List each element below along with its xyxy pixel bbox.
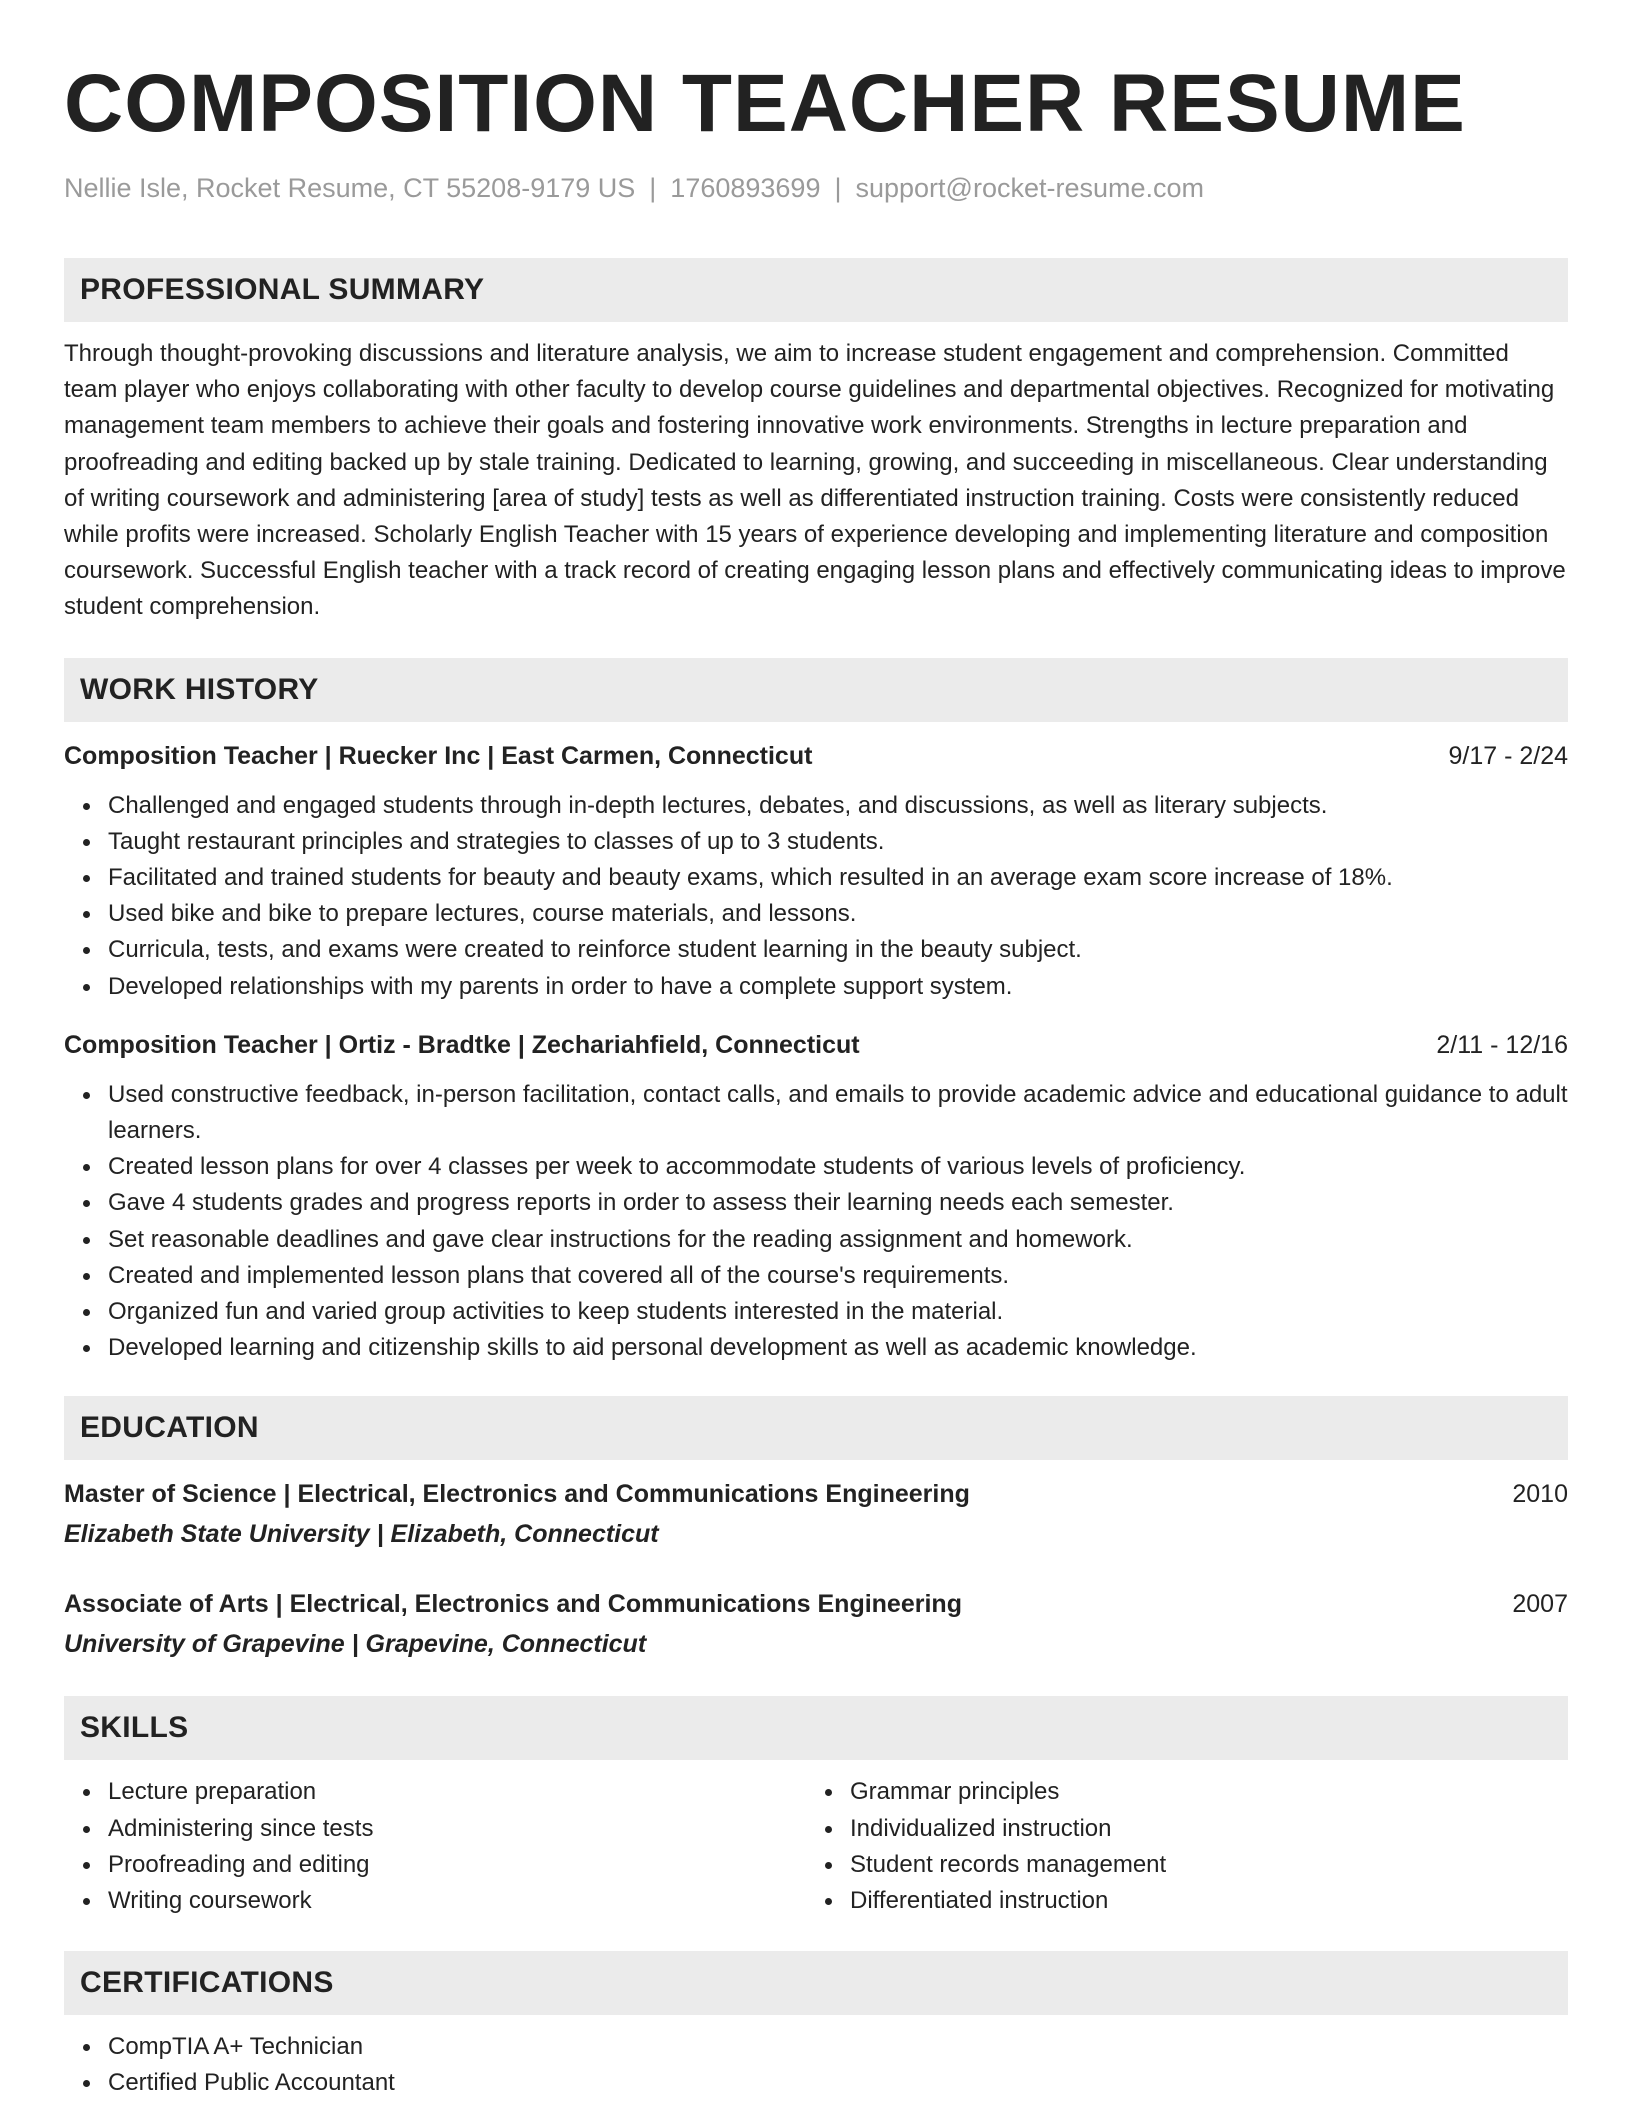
job-bullet: Created lesson plans for over 4 classes per week to accommodate students of various levels of proficiency. — [108, 1149, 1568, 1185]
skills-column-right — [806, 1774, 1548, 1919]
education-degree: Associate of Arts | Electrical, Electronics and Communications Engineering — [64, 1590, 962, 1619]
job-bullet: Developed learning and citizenship skills to aid personal development as well as academic knowledge. — [108, 1330, 1568, 1366]
job-bullet: Taught restaurant principles and strategies to classes of up to 3 students. — [108, 824, 1568, 860]
certification-item: Certified Public Accountant — [108, 2065, 1568, 2101]
contact-separator: | — [649, 173, 657, 203]
education-degree: Master of Science | Electrical, Electronics and Communications Engineering — [64, 1480, 970, 1509]
job-bullet: Gave 4 students grades and progress reports in order to assess their learning needs each semester. — [108, 1185, 1568, 1221]
education-entry — [64, 1584, 1568, 1664]
job-bullet: Used bike and bike to prepare lectures, course materials, and lessons. — [108, 896, 1568, 932]
education-school: Elizabeth State University | Elizabeth, Connecticut — [64, 1520, 659, 1549]
job-bullet: Used constructive feedback, in-person facilitation, contact calls, and emails to provide academic advice and educational guidance to adult learners. — [108, 1077, 1568, 1149]
section-heading-certifications: CERTIFICATIONS — [64, 1951, 1568, 2015]
section-heading-summary: PROFESSIONAL SUMMARY — [64, 258, 1568, 322]
skills-column-left — [64, 1774, 806, 1919]
job-dates: 9/17 - 2/24 — [1448, 741, 1568, 770]
job-header — [64, 1027, 1568, 1063]
education-school: University of Grapevine | Grapevine, Connecticut — [64, 1630, 647, 1659]
job-bullet: Organized fun and varied group activities to keep students interested in the material. — [108, 1294, 1568, 1330]
skill-item: Proofreading and editing — [108, 1847, 806, 1883]
contact-separator: | — [834, 173, 842, 203]
job-header — [64, 738, 1568, 774]
certifications-list — [64, 2029, 1568, 2101]
section-heading-skills: SKILLS — [64, 1696, 1568, 1760]
education-header — [64, 1584, 1568, 1624]
contact-phone: 1760893699 — [670, 173, 821, 203]
section-heading-education: EDUCATION — [64, 1396, 1568, 1460]
job-bullet: Curricula, tests, and exams were created to reinforce student learning in the beauty subject. — [108, 932, 1568, 968]
skill-item: Lecture preparation — [108, 1774, 806, 1810]
summary-paragraph: Through thought-provoking discussions and literature analysis, we aim to increase student engagement and comprehension. Committed team player who enjoys collaborating with other faculty to develop course guidelines and departmental objectives. Recognized for motivating management team members to achieve their goals and fostering innovative work environments. Strengths in lecture preparation and proofreading and editing backed up by stale training. Dedicated to learning, growing, and succeeding in miscellaneous. Clear understanding of writing coursework and administering [area of study] tests as well as differentiated instruction training. Costs were consistently reduced while profits were increased. Scholarly English Teacher with 15 years of experience developing and implementing literature and composition coursework. Successful English teacher with a track record of creating engaging lesson plans and effectively communicating ideas to improve student comprehension. — [64, 340, 1566, 621]
skill-item: Student records management — [850, 1847, 1548, 1883]
contact-email: support@rocket-resume.com — [855, 173, 1205, 203]
job-bullet: Facilitated and trained students for beauty and beauty exams, which resulted in an average exam score increase of 18%. — [108, 860, 1568, 896]
contact-line — [64, 170, 1568, 206]
skills-grid — [64, 1774, 1568, 1919]
skills-list — [806, 1774, 1548, 1919]
job-title: Composition Teacher | Ortiz - Bradtke | Zechariahfield, Connecticut — [64, 1030, 860, 1059]
education-entry — [64, 1474, 1568, 1554]
job-bullet-list — [64, 788, 1568, 1005]
contact-address: Nellie Isle, Rocket Resume, CT 55208-9179 US — [64, 173, 636, 203]
certification-item: CompTIA A+ Technician — [108, 2029, 1568, 2065]
job-bullet: Developed relationships with my parents in order to have a complete support system. — [108, 969, 1568, 1005]
section-heading-work-history: WORK HISTORY — [64, 658, 1568, 722]
skill-item: Grammar principles — [850, 1774, 1548, 1810]
skill-item: Differentiated instruction — [850, 1883, 1548, 1919]
job-bullet: Created and implemented lesson plans that covered all of the course's requirements. — [108, 1258, 1568, 1294]
job-bullet: Challenged and engaged students through in-depth lectures, debates, and discussions, as well as literary subjects. — [108, 788, 1568, 824]
resume-title: COMPOSITION TEACHER RESUME — [64, 58, 1466, 149]
job-bullet-list — [64, 1077, 1568, 1367]
skills-list — [64, 1774, 806, 1919]
job-dates: 2/11 - 12/16 — [1436, 1030, 1568, 1059]
skill-item: Writing coursework — [108, 1883, 806, 1919]
education-year: 2007 — [1512, 1590, 1568, 1619]
job-bullet: Set reasonable deadlines and gave clear instructions for the reading assignment and homework. — [108, 1222, 1568, 1258]
education-header — [64, 1474, 1568, 1514]
skill-item: Administering since tests — [108, 1811, 806, 1847]
education-year: 2010 — [1512, 1480, 1568, 1509]
skill-item: Individualized instruction — [850, 1811, 1548, 1847]
job-title: Composition Teacher | Ruecker Inc | East Carmen, Connecticut — [64, 741, 813, 770]
